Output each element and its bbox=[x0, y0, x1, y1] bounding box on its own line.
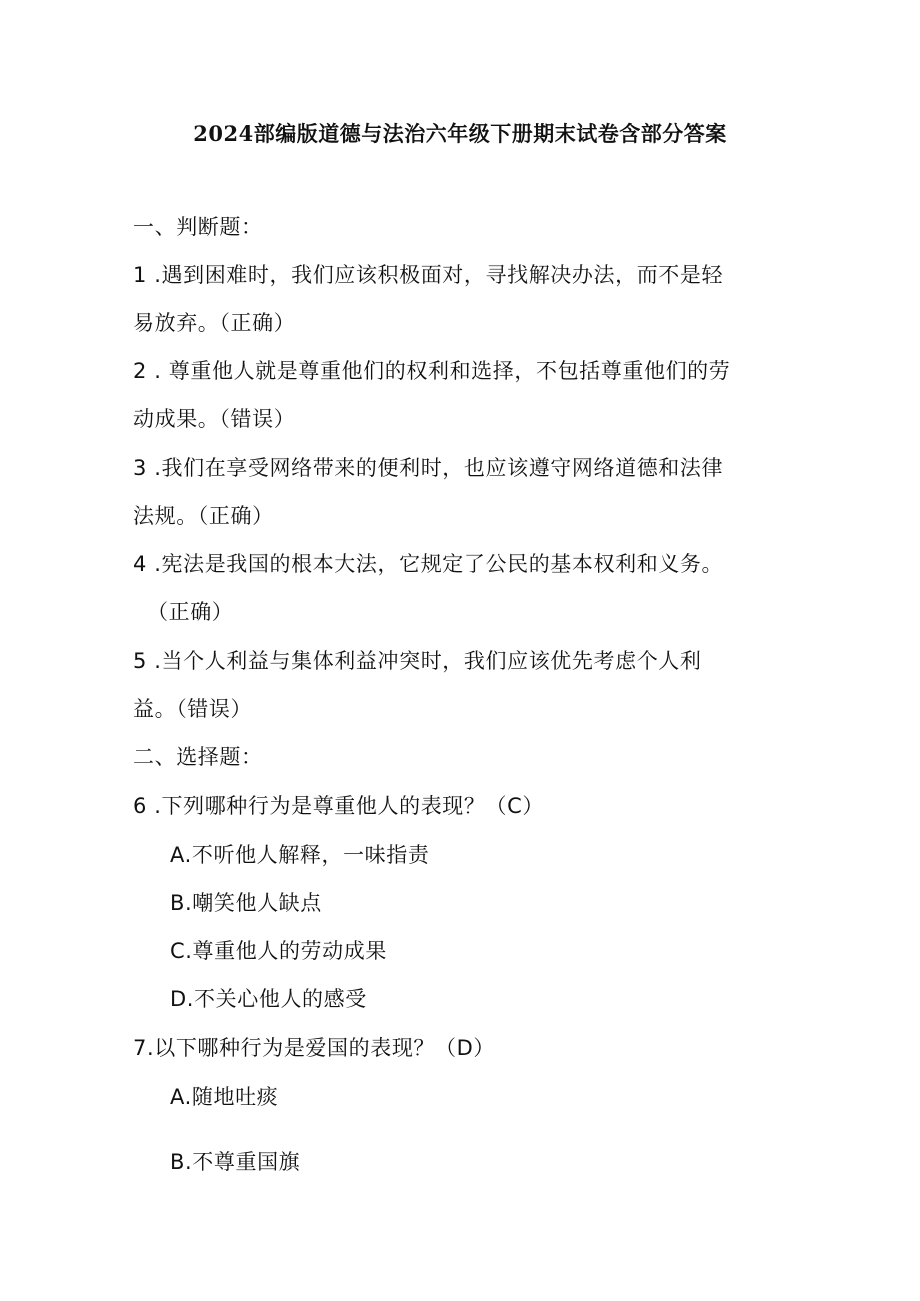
section-heading-multiple-choice: 二、选择题： bbox=[133, 745, 263, 769]
question-6-option-b: B.嘲笑他人缺点 bbox=[170, 891, 322, 915]
question-5-line-1: 5 .当个人利益与集体利益冲突时，我们应该优先考虑个人利 bbox=[133, 649, 702, 673]
question-7: 7.以下哪种行为是爱国的表现？（D） bbox=[133, 1036, 496, 1060]
question-2-line-1: 2 . 尊重他人就是尊重他们的权利和选择，不包括尊重他们的劳 bbox=[133, 359, 731, 383]
document-title: 2024部编版道德与法治六年级下册期末试卷含部分答案 bbox=[193, 121, 727, 146]
question-6-option-c: C.尊重他人的劳动成果 bbox=[170, 939, 387, 963]
question-1-line-1: 1 .遇到困难时，我们应该积极面对，寻找解决办法，而不是轻 bbox=[133, 263, 724, 287]
question-3-line-1: 3 .我们在享受网络带来的便利时，也应该遵守网络道德和法律 bbox=[133, 456, 724, 480]
question-6-option-a: A.不听他人解释，一味指责 bbox=[170, 843, 430, 867]
question-2-line-2: 动成果。（错误） bbox=[133, 407, 296, 431]
question-4-line-2: （正确） bbox=[147, 600, 234, 624]
question-7-option-b: B.不尊重国旗 bbox=[170, 1150, 301, 1174]
question-7-option-a: A.随地吐痰 bbox=[170, 1085, 279, 1109]
section-heading-true-false: 一、判断题： bbox=[133, 215, 263, 239]
question-5-line-2: 益。（错误） bbox=[133, 697, 253, 721]
question-1-line-2: 易放弃。（正确） bbox=[133, 311, 296, 335]
question-6: 6 .下列哪种行为是尊重他人的表现？（C） bbox=[133, 794, 544, 818]
question-6-option-d: D.不关心他人的感受 bbox=[170, 987, 367, 1011]
question-4-line-1: 4 .宪法是我国的根本大法，它规定了公民的基本权利和义务。 bbox=[133, 552, 724, 576]
question-3-line-2: 法规。（正确） bbox=[133, 504, 274, 528]
